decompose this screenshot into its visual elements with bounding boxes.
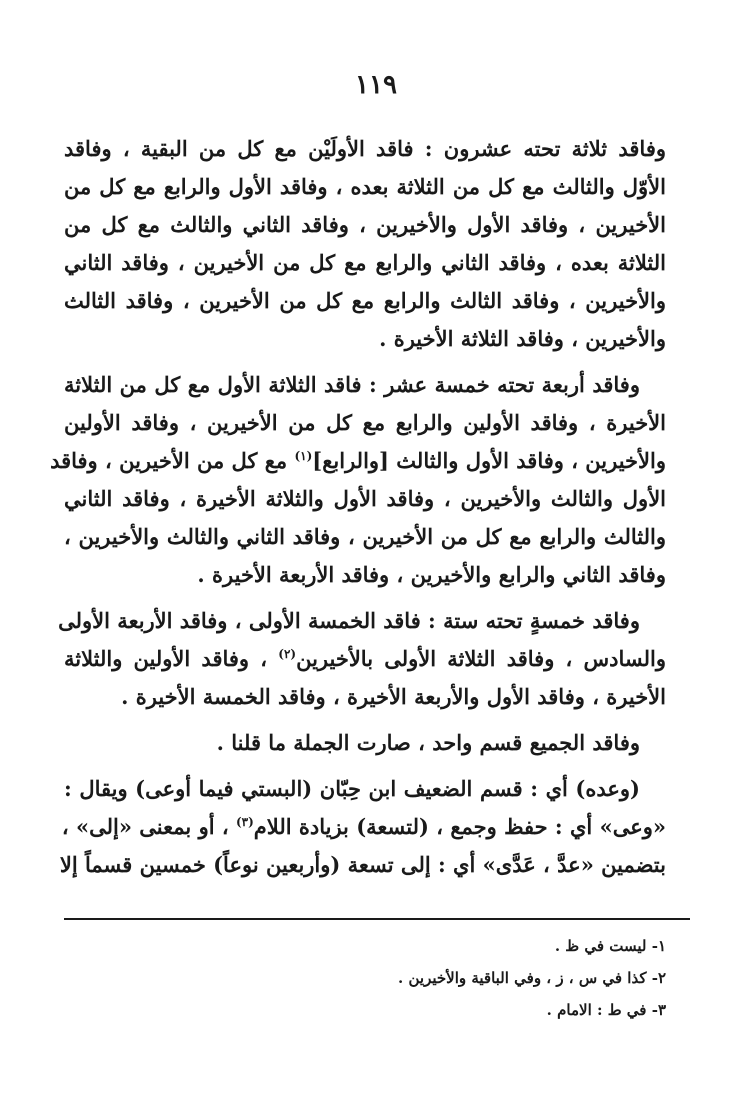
line-text-before: والسادس ، وفاقد الثلاثة الأولى بالأخيرين — [296, 646, 667, 671]
text-line: الأخيرين ، وفاقد الأول والأخيرين ، وفاقد الثاني والثالث مع كل من — [64, 212, 666, 237]
text-line: الأخيرة ، وفاقد الأولين والرابع مع كل من الأخيرين ، وفاقد الأولين — [64, 410, 666, 435]
line-text-before: والأخيرين ، وفاقد الأول والثالث [والرابع] — [312, 448, 666, 473]
text-line — [61, 808, 666, 846]
footnote: ٢- كذا في س ، ز ، وفي الباقية والأخيرين . — [398, 969, 666, 987]
page-number: ١١٩ — [355, 70, 397, 100]
footnote-reference: (١) — [294, 449, 313, 463]
main-text — [50, 130, 667, 884]
text-line: الأول والثالث والأخيرين ، وفاقد الأول والثلاثة الأخيرة ، وفاقد الثاني — [64, 486, 666, 511]
line-text-before: «وعى» أي : حفظ وجمع ، (لتسعة) بزيادة اللام — [253, 814, 666, 839]
text-line: وفاقد الجميع قسم واحد ، صارت الجملة ما قلنا . — [216, 730, 640, 755]
text-line: والأخيرين ، وفاقد الثلاثة الأخيرة . — [379, 326, 666, 351]
text-line: الثلاثة بعده ، وفاقد الثاني والرابع مع كل من الأخيرين ، وفاقد الثاني — [64, 250, 666, 275]
text-line: وفاقد أربعة تحته خمسة عشر : فاقد الثلاثة الأول مع كل من الثلاثة — [64, 372, 640, 397]
line-text-after: مع كل من الأخيرين ، وفاقد — [50, 448, 295, 473]
text-line: وفاقد الثاني والرابع والأخيرين ، وفاقد الأربعة الأخيرة . — [197, 562, 666, 587]
text-line: وفاقد خمسةٍ تحته ستة : فاقد الخمسة الأولى ، وفاقد الأربعة الأولى — [58, 608, 640, 633]
footnote: ٣- في ط : الامام . — [546, 1001, 666, 1019]
line-text-after: ، أو بمعنى «إلى» ، — [61, 814, 236, 839]
text-line: الأوّل والثالث مع كل من الثلاثة بعده ، وفاقد الأول والرابع مع كل من — [64, 174, 666, 199]
text-line: وفاقد ثلاثة تحته عشرون : فاقد الأولَيْن مع كل من البقية ، وفاقد — [64, 136, 666, 161]
text-line: والأخيرين ، وفاقد الثالث والرابع مع كل من الأخيرين ، وفاقد الثالث — [64, 288, 666, 313]
footnote-reference: (٣) — [235, 815, 254, 829]
footnotes — [64, 930, 666, 1026]
text-line: الأخيرة ، وفاقد الأول والأربعة الأخيرة ، وفاقد الخمسة الأخيرة . — [121, 684, 666, 709]
footnote: ١- ليست في ظ . — [554, 937, 666, 955]
text-line — [64, 640, 666, 678]
text-line: (وعده) أي : قسم الضعيف ابن حِبّان (البستي فيما أوعى) ويقال : — [64, 776, 640, 801]
text-line: والثالث والرابع مع كل من الأخيرين ، وفاقد الثاني والثالث والأخيرين ، — [64, 524, 666, 549]
text-line: بتضمين «عدَّ ، عَدَّى» أي : إلى تسعة (وأربعين نوعاً) خمسين قسماً إلا — [59, 852, 666, 877]
footnote-reference: (٢) — [278, 647, 297, 661]
footnote-divider — [64, 918, 690, 920]
text-line — [50, 442, 666, 480]
line-text-after: ، وفاقد الأولين والثلاثة — [64, 646, 279, 671]
